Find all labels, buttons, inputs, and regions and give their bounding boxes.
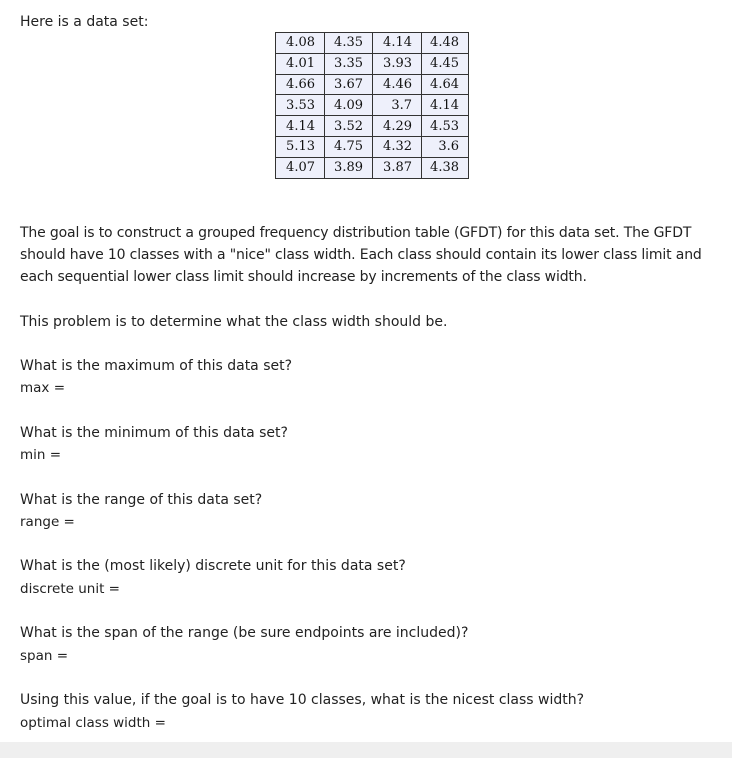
table-cell: 3.93	[373, 53, 422, 74]
table-cell: 4.46	[373, 74, 422, 95]
discrete-unit-question: What is the (most likely) discrete unit for this data set?	[20, 558, 406, 574]
table-cell: 4.48	[422, 33, 469, 54]
table-row	[276, 74, 469, 95]
table-row	[276, 136, 469, 157]
table-cell: 4.53	[422, 116, 469, 137]
table-cell: 4.08	[276, 33, 325, 54]
goal-paragraph: The goal is to construct a grouped frequency distribution table (GFDT) for this data set. The GFDT should have 10 classes with a "nice" class width. Each class should contain its lower class limit and each sequential lower class limit should increase by increments of the class width.	[20, 225, 702, 285]
class-width-answer-label: optimal class width =	[20, 715, 166, 731]
discrete-unit-answer-label: discrete unit =	[20, 581, 120, 597]
table-cell: 3.7	[373, 95, 422, 116]
table-row	[276, 116, 469, 137]
table-cell: 4.32	[373, 136, 422, 157]
range-answer-label: range =	[20, 514, 75, 530]
table-cell: 3.67	[325, 74, 373, 95]
table-cell: 4.35	[325, 33, 373, 54]
table-cell: 4.09	[325, 95, 373, 116]
table-cell: 4.14	[422, 95, 469, 116]
class-width-question: Using this value, if the goal is to have 10 classes, what is the nicest class width?	[20, 692, 585, 708]
table-row	[276, 157, 469, 178]
table-row	[276, 53, 469, 74]
intro-text: Here is a data set:	[20, 14, 149, 30]
table-row	[276, 95, 469, 116]
table-cell: 3.35	[325, 53, 373, 74]
table-cell: 4.29	[373, 116, 422, 137]
problem-statement: This problem is to determine what the class width should be.	[20, 314, 448, 330]
table-cell: 4.64	[422, 74, 469, 95]
table-cell: 4.75	[325, 136, 373, 157]
table-row	[276, 33, 469, 54]
table-cell: 4.66	[276, 74, 325, 95]
span-question: What is the span of the range (be sure endpoints are included)?	[20, 625, 469, 641]
table-cell: 3.53	[276, 95, 325, 116]
table-cell: 4.01	[276, 53, 325, 74]
table-cell: 4.45	[422, 53, 469, 74]
table-cell: 3.6	[422, 136, 469, 157]
min-answer-label: min =	[20, 447, 62, 463]
span-answer-label: span =	[20, 648, 69, 664]
table-cell: 4.07	[276, 157, 325, 178]
min-question: What is the minimum of this data set?	[20, 425, 288, 441]
data-set-table	[275, 32, 469, 179]
table-cell: 3.87	[373, 157, 422, 178]
max-question: What is the maximum of this data set?	[20, 358, 293, 374]
table-cell: 3.52	[325, 116, 373, 137]
table-cell: 4.38	[422, 157, 469, 178]
table-cell: 5.13	[276, 136, 325, 157]
footer-bar	[0, 742, 732, 758]
table-cell: 3.89	[325, 157, 373, 178]
max-answer-label: max =	[20, 380, 66, 396]
range-question: What is the range of this data set?	[20, 492, 263, 508]
table-cell: 4.14	[276, 116, 325, 137]
table-cell: 4.14	[373, 33, 422, 54]
